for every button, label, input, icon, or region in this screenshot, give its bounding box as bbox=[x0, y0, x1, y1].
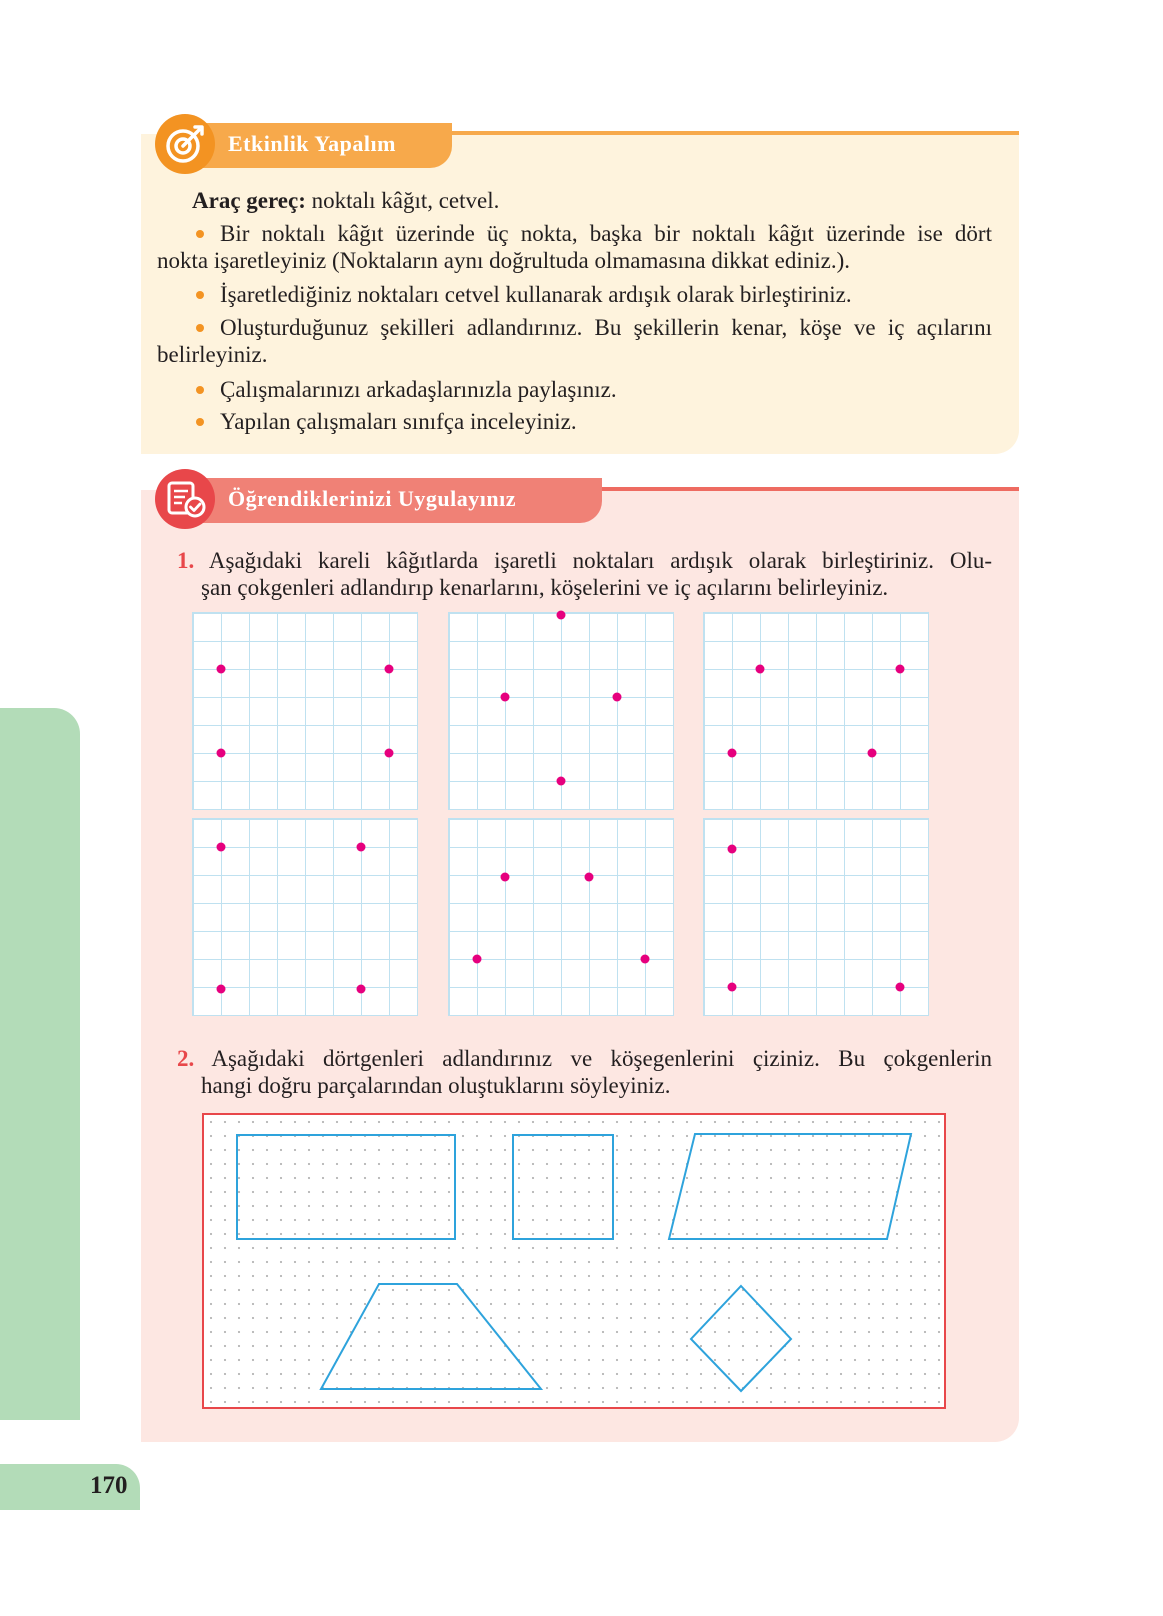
page-number-box bbox=[0, 1464, 140, 1510]
question-1-text-1: Aşağıdaki kareli kâğıtlarda işaretli noktaları ardışık olarak birleştiriniz. Olu- bbox=[208, 548, 993, 573]
grid-paper-5 bbox=[448, 818, 674, 1016]
question-2-number: 2. bbox=[177, 1046, 195, 1071]
page-number: 170 bbox=[90, 1472, 128, 1499]
square-shape bbox=[513, 1135, 613, 1239]
activity-item-5: Yapılan çalışmaları sınıfça inceleyiniz. bbox=[220, 409, 577, 434]
target-icon bbox=[155, 114, 215, 174]
grid-5-dots bbox=[449, 819, 675, 1017]
rhombus-shape bbox=[691, 1286, 791, 1391]
activity-title: Etkinlik Yapalım bbox=[228, 131, 396, 156]
apply-header bbox=[178, 478, 602, 523]
bullet bbox=[196, 386, 204, 394]
parallelogram-shape bbox=[669, 1134, 911, 1239]
grid-paper-1 bbox=[192, 612, 418, 810]
activity-item-2: İşaretlediğiniz noktaları cetvel kullanarak ardışık olarak birleştiriniz. bbox=[220, 282, 852, 307]
bullet bbox=[196, 324, 204, 332]
activity-item-4: Çalışmalarınızı arkadaşlarınızla paylaşınız. bbox=[220, 377, 617, 402]
bullet bbox=[196, 418, 204, 426]
checklist-icon bbox=[155, 469, 215, 529]
bullet bbox=[196, 230, 204, 238]
grid-paper-4 bbox=[192, 818, 418, 1016]
trapezoid-shape bbox=[321, 1284, 541, 1389]
activity-item-3-line-1: Oluşturduğunuz şekilleri adlandırınız. Bu şekillerin kenar, köşe ve iç açılarını bbox=[220, 315, 992, 340]
grid-3-dots bbox=[704, 613, 930, 811]
bullet bbox=[196, 291, 204, 299]
grid-paper-2 bbox=[448, 612, 674, 810]
rectangle-shape bbox=[237, 1135, 455, 1239]
grid-4-dots bbox=[193, 819, 419, 1017]
grid-2-dots bbox=[449, 613, 675, 811]
grid-6-dots bbox=[704, 819, 930, 1017]
activity-item-1-line-1: Bir noktalı kâğıt üzerinde üç nokta, başka bir noktalı kâğıt üzerinde ise dört bbox=[220, 221, 992, 246]
materials-line bbox=[192, 187, 982, 214]
question-1-line-2: şan çokgenleri adlandırıp kenarlarını, köşelerini ve iç açılarını belirleyiniz. bbox=[201, 575, 889, 600]
grid-paper-3 bbox=[703, 612, 929, 810]
dotted-paper-frame bbox=[202, 1113, 946, 1409]
side-color-tab bbox=[0, 708, 80, 1420]
activity-item-1-line-2: nokta işaretleyiniz (Noktaların aynı doğrultuda olmamasına dikkat ediniz.). bbox=[157, 248, 850, 273]
materials-text: noktalı kâğıt, cetvel. bbox=[305, 188, 500, 213]
activity-item-3-line-2: belirleyiniz. bbox=[157, 342, 268, 367]
activity-header bbox=[178, 123, 452, 168]
apply-title: Öğrendiklerinizi Uygulayınız bbox=[228, 486, 517, 511]
quadrilaterals bbox=[204, 1115, 944, 1407]
question-1-number: 1. bbox=[177, 548, 195, 573]
question-1-line-1 bbox=[177, 547, 992, 574]
question-2-text-1: Aşağıdaki dörtgenleri adlandırınız ve köşegenlerini çiziniz. Bu çokgenlerin bbox=[211, 1046, 993, 1071]
materials-label: Araç gereç: bbox=[192, 188, 306, 213]
grid-1-dots bbox=[193, 613, 419, 811]
activity-header-rule bbox=[440, 131, 1019, 135]
question-2-line-2: hangi doğru parçalarından oluştuklarını söyleyiniz. bbox=[201, 1073, 671, 1098]
grid-paper-6 bbox=[703, 818, 929, 1016]
question-2-line-1 bbox=[177, 1045, 992, 1072]
apply-header-rule bbox=[600, 487, 1019, 491]
